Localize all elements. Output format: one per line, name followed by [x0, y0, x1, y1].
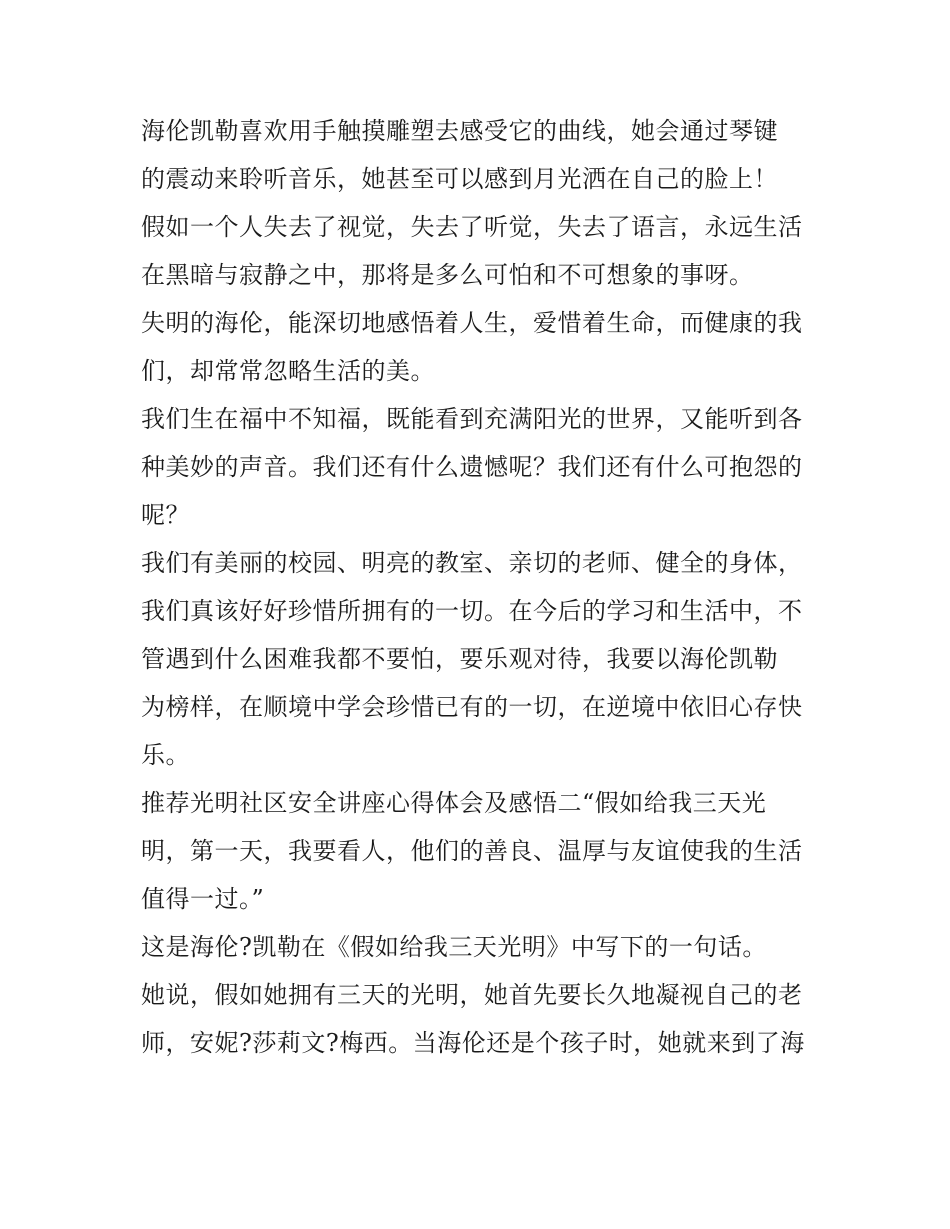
text-line: 我们生在福中不知福，既能看到充满阳光的世界，又能听到各: [141, 405, 803, 433]
text-line: 的震动来聆听音乐，她甚至可以感到月光洒在自己的脸上！: [141, 165, 778, 193]
text-line: 种美妙的声音。我们还有什么遗憾呢？我们还有什么可抱怨的: [141, 453, 803, 481]
text-line: 为榜样，在顺境中学会珍惜已有的一切，在逆境中依旧心存快: [141, 693, 803, 721]
text-line: 假如一个人失去了视觉，失去了听觉，失去了语言，永远生活: [141, 213, 803, 241]
text-line: 呢？: [141, 501, 190, 529]
text-line: 这是海伦?凯勒在《假如给我三天光明》中写下的一句话。: [141, 933, 767, 961]
text-line: 明，第一天，我要看人，他们的善良、温厚与友谊使我的生活: [141, 837, 803, 865]
text-line: 她说，假如她拥有三天的光明，她首先要长久地凝视自己的老: [141, 981, 803, 1009]
document-body: [141, 107, 813, 1067]
text-line: 管遇到什么困难我都不要怕，要乐观对待，我要以海伦凯勒: [141, 645, 778, 673]
text-line: 失明的海伦，能深切地感悟着人生，爱惜着生命，而健康的我: [141, 309, 803, 337]
text-line: 在黑暗与寂静之中，那将是多么可怕和不可想象的事呀。: [141, 261, 754, 289]
text-line: 海伦凯勒喜欢用手触摸雕塑去感受它的曲线，她会通过琴键: [141, 117, 778, 145]
text-line: 师，安妮?莎莉文?梅西。当海伦还是个孩子时，她就来到了海: [141, 1029, 805, 1057]
text-line: 推荐光明社区安全讲座心得体会及感悟二“假如给我三天光: [141, 789, 767, 817]
text-line: 值得一过。”: [141, 885, 265, 913]
text-line: 我们真该好好珍惜所拥有的一切。在今后的学习和生活中，不: [141, 597, 803, 625]
text-line: 们，却常常忽略生活的美。: [141, 357, 435, 385]
text-line: 我们有美丽的校园、明亮的教室、亲切的老师、健全的身体，: [141, 549, 803, 577]
text-line: 乐。: [141, 741, 190, 769]
